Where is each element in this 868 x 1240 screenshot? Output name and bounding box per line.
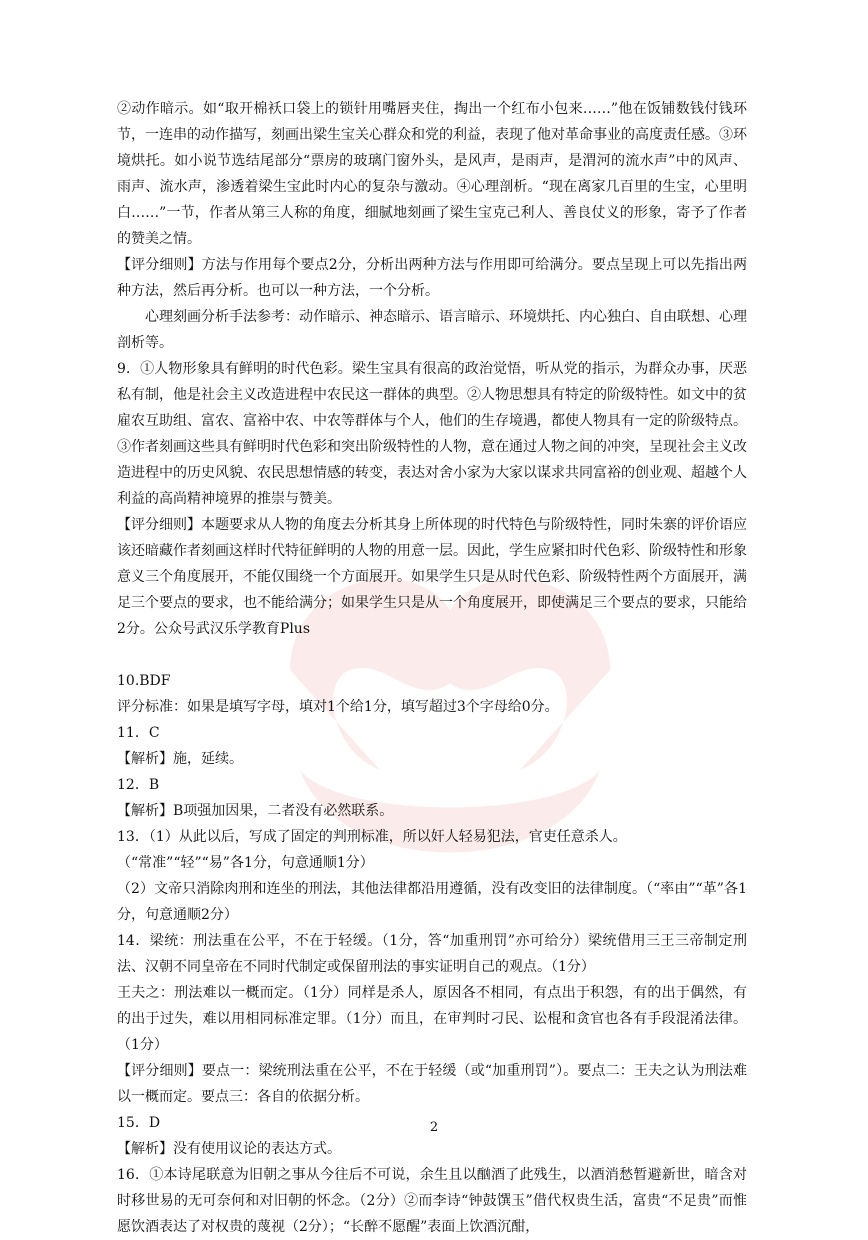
- paragraph-q13-part1: 13．（1）从此以后，写成了固定的判刑标准，所以奸人轻易犯法，官吏任意杀人。: [117, 829, 627, 845]
- paragraph-q12-answer: 12．B: [117, 777, 160, 793]
- paragraph-q11-answer: 11．C: [117, 725, 160, 741]
- paragraph-q8-methods: ②动作暗示。如“取开棉袄口袋上的锁针用嘴唇夹住，掏出一个红布小包来……”他在饭铺数钱付钱环节，一连串的动作描写，刻画出梁生宝关心群众和党的利益，表现了他对革命事业的高度责任感。③环境烘托。如小说节选结尾部分“票房的玻璃门窗外头，是风声，是雨声，是渭河的流水声”中的风声、雨声、流水声，渗透着梁生宝此时内心的复杂与激动。④心理剖析。“现在离家几百里的生宝，心里明白……”一节，作者从第三人称的角度，细腻地刻画了梁生宝克己利人、善良仗义的形象，寄予了作者的赞美之情。: [117, 101, 747, 247]
- paragraph-q10-answer: 10.BDF: [117, 673, 171, 689]
- spacer: [117, 642, 747, 668]
- paragraph-q9-scoring: 【评分细则】本题要求从人物的角度去分析其身上所体现的时代特色与阶级特性，同时朱寨的评价语应该还暗藏作者刻画这样时代特征鲜明的人物的用意一层。因此，学生应紧扣时代色彩、阶级特性和形象意义三个角度展开，不能仅围绕一个方面展开。如果学生只是从时代色彩、阶级特性两个方面展开，满足三个要点的要求，也不能给满分；如果学生只是从一个角度展开，即使满足三个要点的要求，只能给2分。公众号武汉乐学教育Plus: [117, 517, 747, 637]
- paragraph-q15-answer: 15．D: [117, 1115, 161, 1131]
- paragraph-q9-answer: 9．①人物形象具有鲜明的时代色彩。梁生宝具有很高的政治觉悟，听从党的指示，为群众办事，厌恶私有制，他是社会主义改造进程中农民这一群体的典型。②人物思想具有特定的阶级特性。如文中的贫雇农互助组、富农、富裕中农、中农等群体与个人，他们的生存境遇，都使人物具有一定的阶级特点。③作者刻画这些具有鲜明时代色彩和突出阶级特性的人物，意在通过人物之间的冲突，呈现社会主义改造进程中的历史风貌、农民思想情感的转变，表达对舍小家为大家以谋求共同富裕的创业观、超越个人利益的高尚精神境界的推崇与赞美。: [117, 361, 747, 507]
- paragraph-q12-analysis: 【解析】B项强加因果，二者没有必然联系。: [117, 803, 394, 819]
- paragraph-q16-answer: 16．①本诗尾联意为旧朝之事从今往后不可说，余生且以酗酒了此残生，以酒消愁暂避新世，暗含对时移世易的无可奈何和对旧朝的怀念。（2分）②而李诗“钟鼓馔玉”借代权贵生活，富贵“不足贵”而惟愿饮酒表达了对权贵的蔑视（2分）；“长醉不愿醒”表面上饮酒沉酣，: [117, 1167, 747, 1235]
- paragraph-q13-part2: （2）文帝只消除肉刑和连坐的刑法，其他法律都沿用遵循，没有改变旧的法律制度。（“率由”“革”各1分，句意通顺2分）: [117, 881, 747, 923]
- paragraph-q14-liangtong: 14．梁统：刑法重在公平，不在于轻缓。（1分，答“加重刑罚”亦可给分）梁统借用三王三帝制定刑法、汉朝不同皇帝在不同时代制定或保留刑法的事实证明自己的观点。（1分）: [117, 933, 747, 975]
- paragraph-q15-analysis: 【解析】没有使用议论的表达方式。: [117, 1141, 341, 1157]
- paragraph-q13-part1-scoring: （“常准”“轻”“易”各1分，句意通顺1分）: [117, 855, 374, 871]
- paragraph-q10-scoring: 评分标准：如果是填写字母，填对1个给1分，填写超过3个字母给0分。: [117, 699, 559, 715]
- paragraph-q14-scoring: 【评分细则】要点一：梁统刑法重在公平，不在于轻缓（或“加重刑罚”）。要点二：王夫之认为刑法难以一概而定。要点三：各自的依据分析。: [117, 1063, 747, 1105]
- paragraph-q8-scoring: 【评分细则】方法与作用每个要点2分，分析出两种方法与作用即可给满分。要点呈现上可以先指出两种方法，然后再分析。也可以一种方法，一个分析。: [117, 257, 747, 299]
- page-number: 2: [429, 1120, 439, 1135]
- paragraph-q11-analysis: 【解析】施，延续。: [117, 751, 243, 767]
- document-body: [117, 96, 747, 1240]
- paragraph-q14-wangfuzhi: 王夫之：刑法难以一概而定。（1分）同样是杀人，原因各不相同，有点出于积怨，有的出于偶然，有的出于过失，难以用相同标准定罪。（1分）而且，在审判时刁民、讼棍和贪官也各有手段混淆法律。（1分）: [117, 985, 747, 1053]
- paragraph-q8-reference: 心理刻画分析手法参考：动作暗示、神态暗示、语言暗示、环境烘托、内心独白、自由联想、心理剖析等。: [117, 309, 747, 351]
